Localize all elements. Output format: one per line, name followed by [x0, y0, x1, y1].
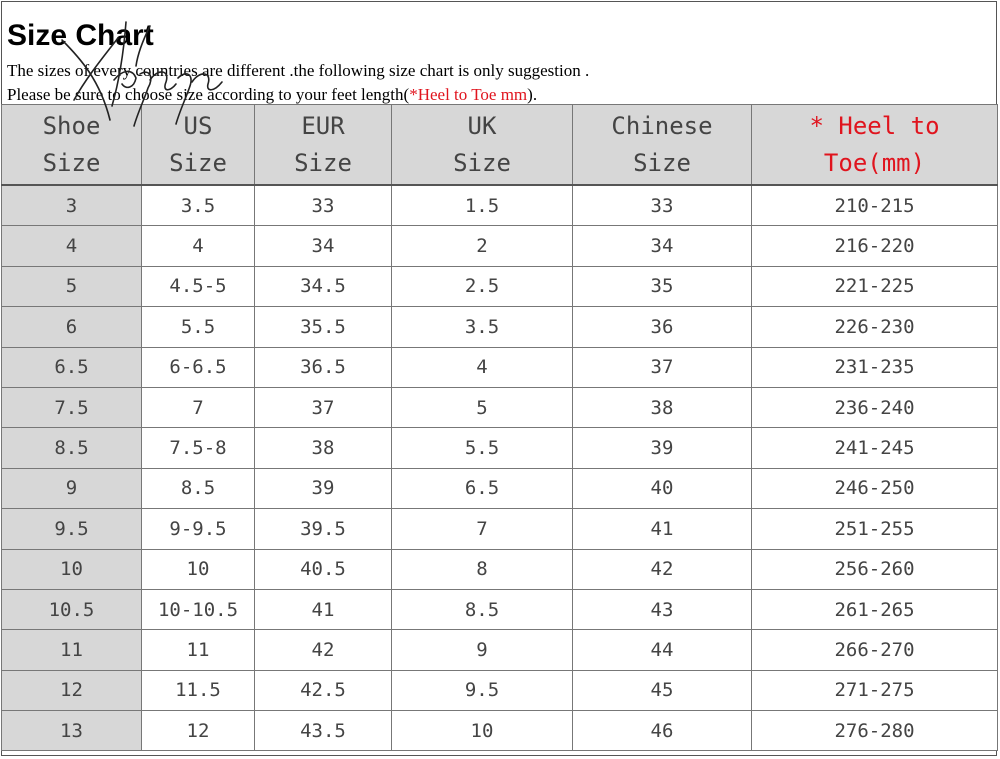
header-line-1: UK — [467, 111, 497, 140]
table-cell: 246-250 — [752, 468, 998, 508]
header-shoe-size — [2, 105, 142, 186]
table-cell: 34 — [255, 226, 392, 266]
table-cell: 5.5 — [392, 428, 573, 468]
header-line-2: Size — [453, 148, 511, 177]
table-cell: 36 — [573, 307, 752, 347]
table-cell: 9.5 — [2, 509, 142, 549]
table-cell: 11 — [142, 630, 255, 670]
table-cell: 40 — [573, 468, 752, 508]
table-cell: 271-275 — [752, 670, 998, 710]
table-cell: 39.5 — [255, 509, 392, 549]
table-row — [2, 670, 998, 710]
table-cell: 251-255 — [752, 509, 998, 549]
header-eur-size — [255, 105, 392, 186]
size-note-line-2-prefix: Please be sure to choose size according to your feet length( — [7, 85, 410, 104]
table-cell: 4 — [2, 226, 142, 266]
table-cell: 5 — [392, 387, 573, 427]
table-cell: 8.5 — [2, 428, 142, 468]
header-line-1: US — [183, 111, 213, 140]
table-cell: 6 — [2, 307, 142, 347]
table-cell: 11 — [2, 630, 142, 670]
table-cell: 38 — [255, 428, 392, 468]
table-row — [2, 589, 998, 629]
table-cell: 3.5 — [142, 185, 255, 226]
table-cell: 10.5 — [2, 589, 142, 629]
table-cell: 45 — [573, 670, 752, 710]
table-cell: 10 — [2, 549, 142, 589]
table-row — [2, 387, 998, 427]
table-row — [2, 428, 998, 468]
table-cell: 37 — [573, 347, 752, 387]
table-cell: 3 — [2, 185, 142, 226]
table-cell: 4 — [392, 347, 573, 387]
table-cell: 12 — [142, 711, 255, 751]
table-cell: 41 — [255, 589, 392, 629]
table-row — [2, 185, 998, 226]
header-us-size — [142, 105, 255, 186]
table-cell: 36.5 — [255, 347, 392, 387]
table-row — [2, 630, 998, 670]
table-cell: 9 — [392, 630, 573, 670]
table-cell: 231-235 — [752, 347, 998, 387]
table-cell: 10-10.5 — [142, 589, 255, 629]
header-line-2: Toe(mm) — [823, 148, 926, 177]
table-cell: 6.5 — [392, 468, 573, 508]
table-cell: 40.5 — [255, 549, 392, 589]
table-cell: 10 — [392, 711, 573, 751]
table-cell: 221-225 — [752, 266, 998, 306]
table-cell: 34.5 — [255, 266, 392, 306]
table-cell: 39 — [255, 468, 392, 508]
table-cell: 241-245 — [752, 428, 998, 468]
table-cell: 33 — [255, 185, 392, 226]
header-chinese-size — [573, 105, 752, 186]
table-cell: 2 — [392, 226, 573, 266]
table-cell: 35.5 — [255, 307, 392, 347]
table-cell: 35 — [573, 266, 752, 306]
table-cell: 42.5 — [255, 670, 392, 710]
table-cell: 42 — [573, 549, 752, 589]
size-note-line-2 — [7, 85, 537, 105]
table-cell: 9-9.5 — [142, 509, 255, 549]
table-row — [2, 347, 998, 387]
header-heel-to-toe — [752, 105, 998, 186]
header-line-2: Size — [169, 148, 227, 177]
header-line-1: * Heel to — [809, 111, 940, 140]
size-note-line-2-suffix: ). — [527, 85, 538, 104]
table-cell: 7 — [392, 509, 573, 549]
table-cell: 276-280 — [752, 711, 998, 751]
table-row — [2, 266, 998, 306]
table-cell: 4 — [142, 226, 255, 266]
table-cell: 5 — [2, 266, 142, 306]
header-row — [2, 105, 998, 186]
table-cell: 1.5 — [392, 185, 573, 226]
table-cell: 46 — [573, 711, 752, 751]
table-cell: 38 — [573, 387, 752, 427]
header-line-2: Size — [294, 148, 352, 177]
table-row — [2, 549, 998, 589]
table-cell: 43.5 — [255, 711, 392, 751]
table-cell: 43 — [573, 589, 752, 629]
table-row — [2, 509, 998, 549]
size-note-line-1: The sizes of every countries are different .the following size chart is only suggestion . — [7, 61, 590, 80]
table-cell: 41 — [573, 509, 752, 549]
page-title: Size Chart — [7, 19, 154, 52]
table-row — [2, 307, 998, 347]
table-cell: 216-220 — [752, 226, 998, 266]
table-cell: 261-265 — [752, 589, 998, 629]
table-cell: 3.5 — [392, 307, 573, 347]
header-line-1: Chinese — [611, 111, 713, 140]
size-table — [1, 104, 998, 751]
size-table-header — [2, 105, 998, 186]
header-uk-size — [392, 105, 573, 186]
table-cell: 266-270 — [752, 630, 998, 670]
table-cell: 44 — [573, 630, 752, 670]
table-cell: 7 — [142, 387, 255, 427]
table-cell: 8.5 — [142, 468, 255, 508]
header-line-2: Size — [633, 148, 691, 177]
table-cell: 4.5-5 — [142, 266, 255, 306]
table-cell: 11.5 — [142, 670, 255, 710]
table-row — [2, 226, 998, 266]
table-cell: 12 — [2, 670, 142, 710]
header-line-2: Size — [42, 148, 101, 177]
heel-to-toe-highlight: *Heel to Toe mm — [409, 85, 528, 104]
table-cell: 9 — [2, 468, 142, 508]
table-cell: 9.5 — [392, 670, 573, 710]
table-cell: 2.5 — [392, 266, 573, 306]
table-cell: 39 — [573, 428, 752, 468]
table-cell: 256-260 — [752, 549, 998, 589]
table-cell: 210-215 — [752, 185, 998, 226]
table-cell: 5.5 — [142, 307, 255, 347]
table-cell: 226-230 — [752, 307, 998, 347]
table-cell: 6.5 — [2, 347, 142, 387]
size-table-body — [2, 185, 998, 751]
table-cell: 42 — [255, 630, 392, 670]
table-cell: 236-240 — [752, 387, 998, 427]
table-cell: 10 — [142, 549, 255, 589]
table-cell: 7.5-8 — [142, 428, 255, 468]
table-cell: 37 — [255, 387, 392, 427]
table-cell: 34 — [573, 226, 752, 266]
table-cell: 33 — [573, 185, 752, 226]
header-line-1: Shoe — [42, 111, 101, 140]
table-cell: 7.5 — [2, 387, 142, 427]
table-cell: 13 — [2, 711, 142, 751]
header-line-1: EUR — [301, 111, 345, 140]
table-cell: 6-6.5 — [142, 347, 255, 387]
table-cell: 8 — [392, 549, 573, 589]
table-cell: 8.5 — [392, 589, 573, 629]
table-row — [2, 711, 998, 751]
table-row — [2, 468, 998, 508]
